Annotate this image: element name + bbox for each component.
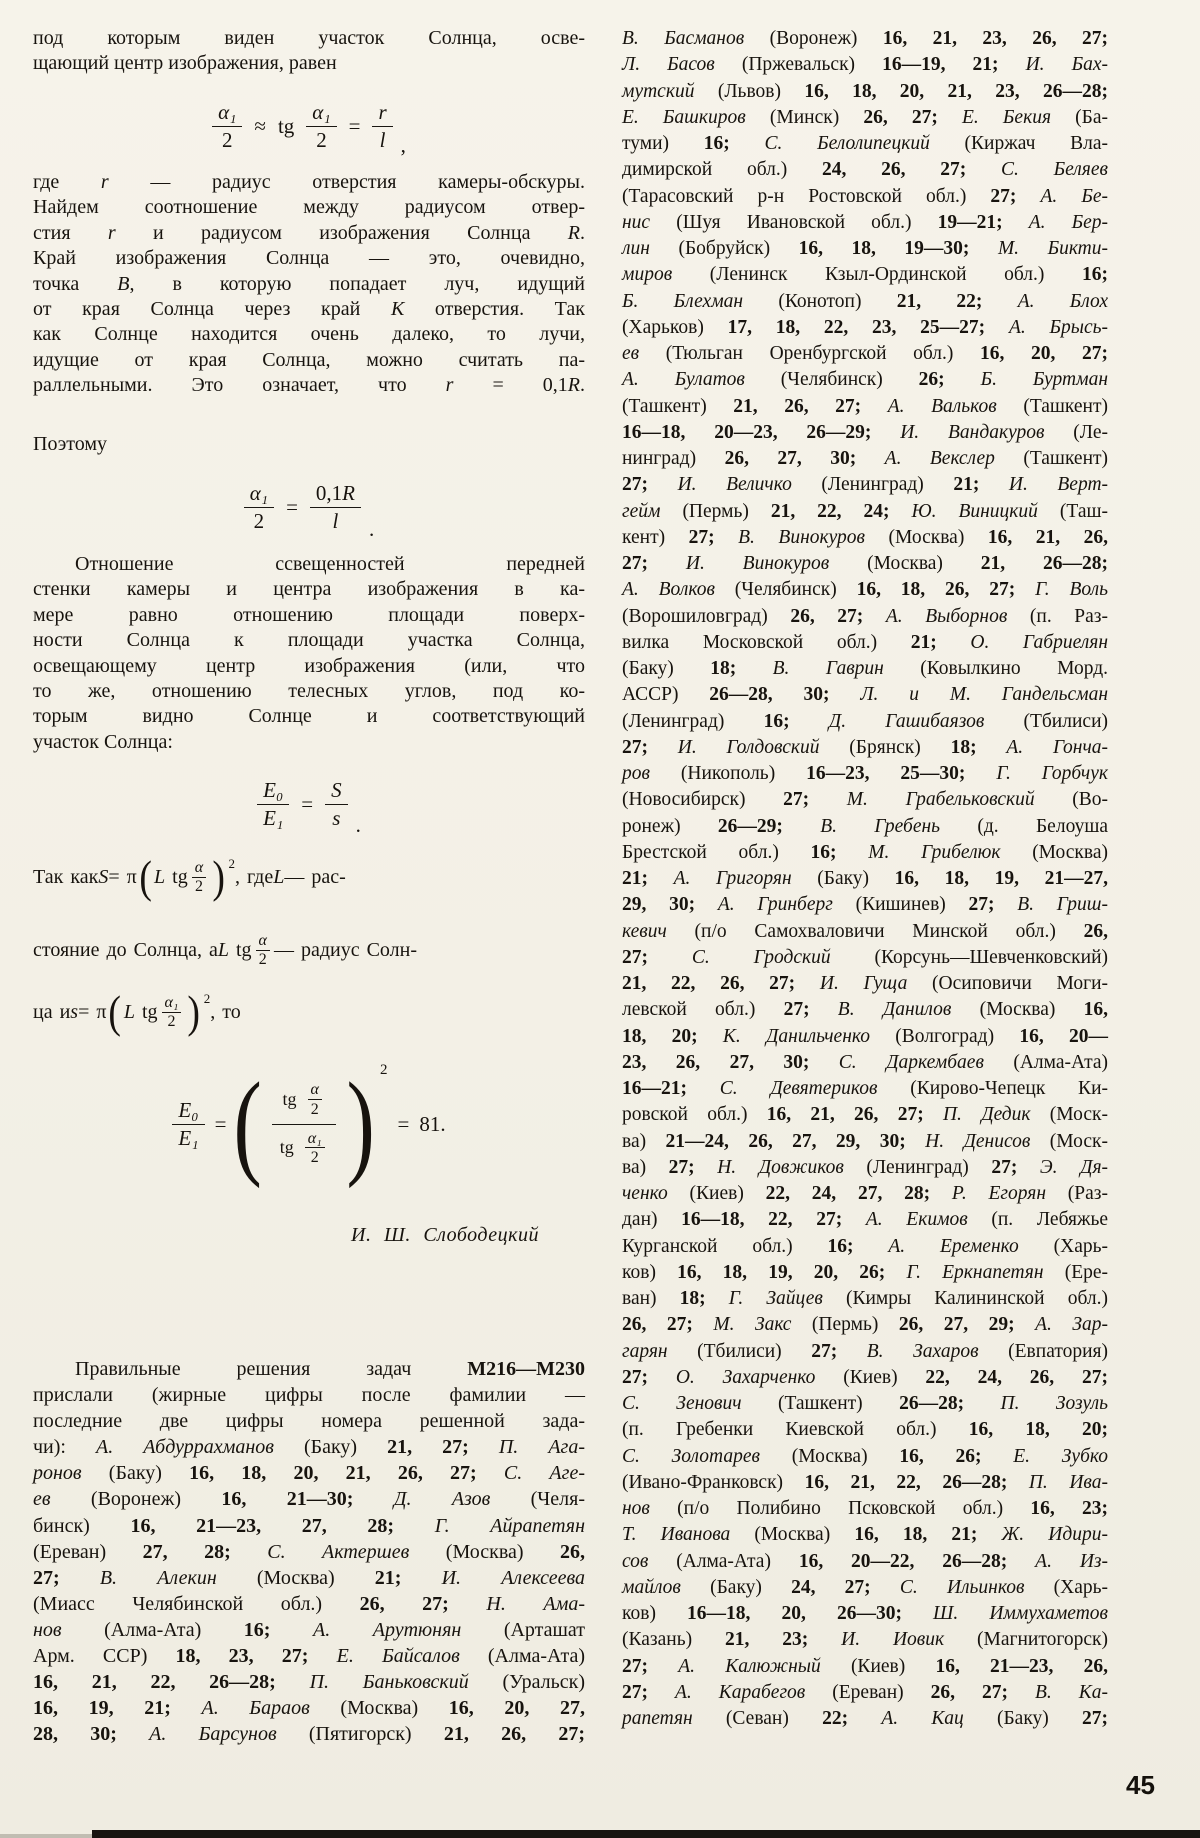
text-line: А. Булатов (Челябинск) 26; Б. Буртман (622, 369, 1108, 391)
text-line: Б. Блехман (Конотоп) 21, 22; А. Блох (622, 290, 1109, 312)
formula-comma: , (400, 133, 406, 157)
equals-sign: = (348, 113, 361, 138)
text-line: Правильные решения задач М216—М230 (75, 1358, 585, 1380)
text-line: В. Басманов (Воронеж) 16, 21, 23, 26, 27; (622, 28, 1108, 49)
solvers-list-left (33, 1356, 585, 1747)
text-line: Отношение ссвещенностей передней (75, 553, 585, 575)
text-line: ев (Воронеж) 16, 21—30; Д. Азов (Челя- (33, 1488, 585, 1511)
text-line: мере равно отношению площади поверх- (33, 603, 585, 626)
text-line: стенки камеры и центра изображения в ка- (33, 578, 585, 601)
text-line: щающий центр изображения, равен (33, 52, 337, 75)
text-line: нис (Шуя Ивановской обл.) 19—21; А. Бер- (622, 211, 1108, 233)
text-line: кент) 27; В. Винокуров (Москва) 16, 21, 26, (622, 526, 1108, 548)
text-line: рапетян (Севан) 22; А. Кац (Баку) 27; (622, 1708, 1108, 1729)
text-line: 26, 27; М. Закс (Пермь) 26, 27, 29; А. Зар- (622, 1314, 1109, 1336)
text-line: раллельными. Это означает, что r = 0,1R. (33, 374, 586, 397)
text-line: 27; С. Гродский (Корсунь—Шевченковский) (622, 946, 1108, 968)
paragraph-illuminance-ratio (33, 552, 585, 755)
text-line: ва) 27; Н. Довжиков (Ленинград) 27; Э. Дя- (622, 1156, 1109, 1178)
text-line: бинск) 16, 21—23, 27, 28; Г. Айрапетян (33, 1514, 586, 1537)
equals-sign: = (301, 791, 314, 816)
text-line-with-math: Так как S = π ( L tg α 2 ) 2 , где L — рас- (33, 851, 346, 902)
text-line-with-math: стояние до Солнца, а L tg α 2 — радиус Солн- (33, 931, 418, 968)
paragraph-camera-obscura (33, 170, 585, 399)
text-line: 27; И. Голдовский (Брянск) 18; А. Гонча- (622, 736, 1108, 758)
fraction: α 2 (256, 932, 270, 968)
fraction: $\frac{\text{E₀}}{\text{E₁}}$ (172, 1098, 204, 1151)
superscript-2: 2 (379, 1062, 388, 1078)
text-line: то же, отношению телесных углов, под ко- (33, 680, 585, 703)
left-column (33, 0, 585, 1838)
text-line: последние две цифры номера решенной зада- (33, 1410, 585, 1433)
text-line: Е. Башкиров (Минск) 26, 27; Е. Бекия (Ба- (622, 106, 1108, 128)
text-line: миров (Ленинск Кзыл-Ординской обл.) 16; (622, 264, 1108, 286)
text-line: ченко (Киев) 22, 24, 27, 28; Р. Егорян (Раз- (622, 1183, 1108, 1204)
nested-fraction: tg α 2 tg α₁ 2 (270, 1076, 339, 1171)
text-line: ва) 21—24, 26, 27, 29, 30; Н. Денисов (Моск- (622, 1130, 1108, 1152)
text-line: гейм (Пермь) 21, 22, 24; Ю. Виницкий (Таш- (622, 500, 1108, 522)
text-line: гарян (Тбилиси) 27; В. Захаров (Евпатория) (622, 1340, 1109, 1362)
text-line: сов (Алма-Ата) 16, 20—22, 26—28; А. Из- (622, 1550, 1109, 1572)
text-line: 27; И. Винокуров (Москва) 21, 26—28; (622, 553, 1109, 574)
formula-period: . (355, 813, 361, 837)
fraction: $\frac{\text{α₁}}{2}$ (212, 100, 242, 153)
text-line: 18, 20; К. Данильченко (Волгоград) 16, 20— (622, 1025, 1109, 1047)
fraction: $\frac{0,1R}{l}$ (310, 481, 361, 534)
text-line: участок Солнца: (33, 730, 173, 753)
text-line: Брестской обл.) 16; М. Грибелюк (Москва) (622, 841, 1109, 863)
fraction: $\frac{r}{l}$ (372, 100, 392, 153)
text-line: Л. Басов (Пржевальск) 16—19, 21; И. Бах- (622, 54, 1109, 76)
text-line: 27; А. Карабегов (Ереван) 26, 27; В. Ка- (622, 1681, 1108, 1703)
text-line: 27; В. Алекин (Москва) 21; И. Алексеева (33, 1566, 586, 1589)
page-number: 45 (1126, 1770, 1155, 1800)
text-line: нов (п/о Полибино Псковской обл.) 16, 23; (622, 1498, 1108, 1519)
text-line: 21; А. Григорян (Баку) 16, 18, 19, 21—27, (622, 868, 1108, 889)
fraction: $\frac{S}{s}$ (325, 778, 348, 831)
superscript-2: 2 (228, 856, 235, 871)
text-line: ев (Тюльган Оренбургской обл.) 16, 20, 27; (622, 343, 1108, 364)
text-line: дан) 16—18, 22, 27; А. Екимов (п. Лебяжье (622, 1209, 1109, 1231)
text-line: мутский (Львов) 16, 18, 20, 21, 23, 26—28; (622, 80, 1108, 102)
text-line: торым видно Солнце и соответствующий (33, 705, 585, 728)
text-line: (Ивано-Франковск) 16, 21, 22, 26—28; П. Ива- (622, 1471, 1108, 1493)
bottom-scan-bar-shadow (0, 1834, 92, 1838)
text-line: где r — радиус отверстия камеры-обскуры. (33, 171, 585, 193)
text-line: Найдем соотношение между радиусом отвер- (33, 196, 585, 219)
text-line: ков) 16, 18, 19, 20, 26; Г. Еркнапетян (Ере- (622, 1261, 1109, 1283)
text-line: 16, 19, 21; А. Бараов (Москва) 16, 20, 27, (33, 1697, 585, 1720)
text-line: С. Золотарев (Москва) 16, 26; Е. Зубко (622, 1445, 1109, 1467)
text-line: ков) 16—18, 20, 26—30; Ш. Иммухаметов (622, 1603, 1109, 1624)
author-signature: И. Ш. Слободецкий (351, 1224, 539, 1246)
text-line: майлов (Баку) 24, 27; С. Ильинков (Харь- (622, 1576, 1109, 1598)
paragraph-solution-intro (33, 26, 585, 77)
text-line: как Солнце находится очень далеко, то лучи, (33, 323, 585, 346)
text-line: 16—21; С. Девятериков (Кирово-Чепецк Ки- (622, 1078, 1108, 1099)
text-line: вилка Московской обл.) 21; О. Габриелян (622, 631, 1109, 653)
text-line: (Новосибирск) 27; М. Грабельковский (Во- (622, 789, 1108, 811)
text-line: прислали (жирные цифры после фамилии — (33, 1384, 585, 1407)
formula-illuminance-ratio (33, 764, 585, 844)
text-line: Край изображения Солнца — это, очевидно, (33, 247, 585, 270)
text-line: лин (Бобруйск) 16, 18, 19—30; М. Бикти- (622, 238, 1109, 259)
text-line: под которым виден участок Солнца, осве- (33, 27, 585, 49)
equals-sign: = (397, 1111, 410, 1136)
text-line: чи): А. Абдуррахманов (Баку) 21, 27; П. Ага- (33, 1436, 585, 1459)
right-column (622, 0, 1108, 1838)
text-line: 27; И. Величко (Ленинград) 21; И. Верт- (622, 474, 1109, 496)
text-line: ности Солнца к площади участка Солнца, (33, 629, 585, 652)
text-line: АССР) 26—28, 30; Л. и М. Гандельсман (622, 684, 1108, 706)
text-line: идущие от края Солнца, можно считать па- (33, 348, 585, 371)
text-line: стия r и радиусом изображения Солнца R. (33, 221, 585, 244)
text-line: нинград) 26, 27, 30; А. Векслер (Ташкент) (622, 448, 1109, 469)
text-line: точка В, в которую попадает луч, идущий (33, 272, 586, 295)
solvers-list-right (622, 26, 1108, 1732)
text-line: (Ереван) 27, 28; С. Актершев (Москва) 26, (33, 1540, 585, 1563)
text-line: (Баку) 18; В. Гаврин (Ковылкино Морд. (622, 658, 1108, 679)
text-line: А. Волков (Челябинск) 16, 18, 26, 27; Г. Воль (622, 579, 1109, 601)
text-line: 16, 21, 22, 26—28; П. Баньковский (Уральск) (33, 1671, 585, 1694)
text-line: 27; А. Калюжный (Киев) 16, 21—23, 26, (622, 1655, 1109, 1677)
text-line: освещающему центр изображения (или, что (33, 654, 585, 677)
bottom-scan-bar (92, 1830, 1200, 1838)
text-line: туми) 16; С. Белолипецкий (Киржач Вла- (622, 133, 1109, 154)
approx-sign: ≈ (254, 113, 266, 138)
text-line: Т. Иванова (Москва) 16, 18, 21; Ж. Идири- (622, 1524, 1108, 1546)
fraction: α 2 (192, 859, 206, 895)
result-value: 81. (419, 1111, 446, 1136)
text-line: 16—18, 20—23, 26—29; И. Вандакуров (Ле- (622, 421, 1108, 443)
text-line: 29, 30; А. Гринберг (Кишинев) 27; В. Гриш- (622, 894, 1108, 916)
text-line: С. Зенович (Ташкент) 26—28; П. Зозуль (622, 1393, 1109, 1414)
text-line: кевич (п/о Самохваловичи Минской обл.) 26, (622, 920, 1108, 942)
text-line: (Харьков) 17, 18, 22, 23, 25—27; А. Брысь- (622, 316, 1109, 338)
text-line: ронов (Баку) 16, 18, 20, 21, 26, 27; С. Аге- (33, 1462, 585, 1485)
text-line: ров (Никополь) 16—23, 25—30; Г. Горбчук (622, 763, 1109, 784)
text-line: ван) 18; Г. Зайцев (Кимры Калининской обл.) (622, 1288, 1108, 1309)
fraction: α₁ 2 (162, 994, 182, 1030)
text-line: (Ленинград) 16; Д. Гашибаязов (Тбилиси) (622, 710, 1108, 732)
formula-half-angle-approx (33, 88, 585, 164)
text-line: (Ташкент) 21, 26, 27; А. Вальков (Ташкент) (622, 395, 1109, 417)
text-line: 28, 30; А. Барсунов (Пятигорск) 21, 26, 27; (33, 1723, 585, 1746)
text-line: 21, 22, 26, 27; И. Гуща (Осиповичи Моги- (622, 973, 1109, 994)
text-line: (Тарасовский р-н Ростовской обл.) 27; А. Бе- (622, 185, 1109, 207)
text-line: (Ворошиловград) 26, 27; А. Выборнов (п. Раз- (622, 605, 1108, 627)
text-line-with-math: ца и s = π ( L tg α₁ 2 ) 2 , то (33, 986, 241, 1037)
text-line: левской обл.) 27; В. Данилов (Москва) 16, (622, 999, 1109, 1021)
text-line: (Миасс Челябинской обл.) 26, 27; Н. Ама- (33, 1592, 585, 1615)
equals-sign: = (286, 494, 298, 519)
equals-sign: = (214, 1111, 227, 1136)
tg-operator: tg (277, 113, 295, 138)
text-line: 23, 26, 27, 30; С. Даркембаев (Алма-Ата) (622, 1051, 1109, 1073)
fraction: $\frac{\text{α₁}}{2}$ (306, 100, 336, 153)
text-line: 27; О. Захарченко (Киев) 22, 24, 26, 27; (622, 1366, 1109, 1388)
text-line: ровской обл.) 16, 21, 26, 27; П. Дедик (Моск- (622, 1104, 1108, 1126)
fraction: $\frac{\text{α₁}}{2}$ (244, 481, 274, 534)
fraction: $\frac{\text{E₀}}{\text{E₁}}$ (257, 778, 289, 831)
text-line: димирской обл.) 24, 26, 27; С. Беляев (622, 159, 1108, 181)
text-line: от края Солнца через край К отверстия. Так (33, 298, 585, 321)
poetomu-word: Поэтому (33, 433, 108, 455)
text-line: ронеж) 26—29; В. Гребень (д. Белоуша (622, 815, 1108, 837)
text-line: Арм. ССР) 18, 23, 27; Е. Байсалов (Алма-Ата) (33, 1645, 586, 1668)
formula-period: . (369, 517, 375, 541)
formula-result-81: $\frac{\text{E₀}}{\text{E₁}}$ = ( tg α 2 tg α₁ 2 ) 2 = 81. (33, 1048, 585, 1200)
text-line: Курганской обл.) 16; А. Еременко (Харь- (622, 1235, 1108, 1257)
text-line: (Казань) 21, 23; И. Иовик (Магнитогорск) (622, 1629, 1109, 1651)
formula-half-angle-value (33, 466, 585, 548)
text-line: нов (Алма-Ата) 16; А. Арутюнян (Арташат (33, 1618, 586, 1641)
superscript-2: 2 (203, 991, 211, 1006)
text-line: (п. Гребенки Киевской обл.) 16, 18, 20; (622, 1419, 1109, 1441)
